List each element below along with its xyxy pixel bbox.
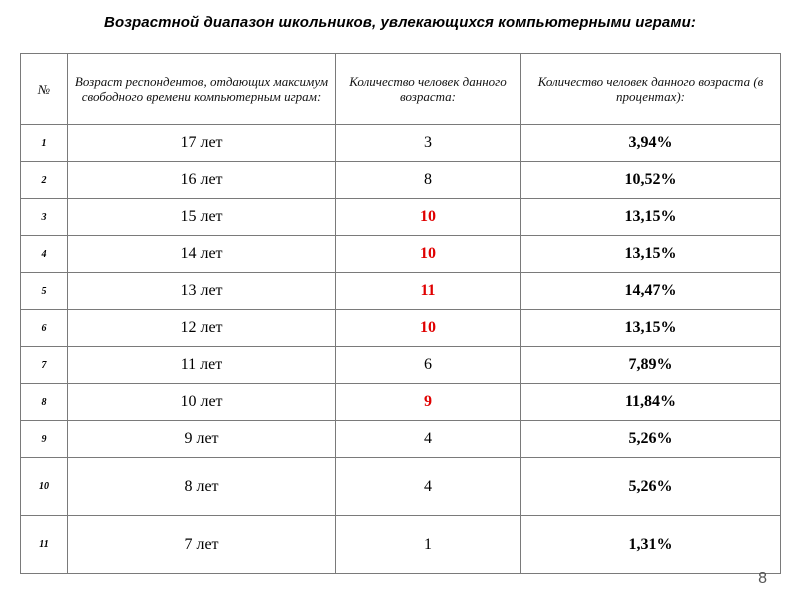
- row-number: 5: [21, 273, 68, 310]
- row-percent: 13,15%: [521, 310, 781, 347]
- row-count: 10: [336, 310, 521, 347]
- row-count: 8: [336, 162, 521, 199]
- row-age: 11 лет: [68, 347, 336, 384]
- row-percent: 10,52%: [521, 162, 781, 199]
- page-title: Возрастной диапазон школьников, увлекающихся компьютерными играми:: [104, 14, 696, 31]
- table-row: [21, 199, 781, 236]
- row-age: 12 лет: [68, 310, 336, 347]
- row-number: 6: [21, 310, 68, 347]
- table-row: [21, 458, 781, 516]
- row-percent: 13,15%: [521, 199, 781, 236]
- row-age: 14 лет: [68, 236, 336, 273]
- row-count: 6: [336, 347, 521, 384]
- header-percent: Количество человек данного возраста (в процентах):: [521, 54, 781, 125]
- row-number: 9: [21, 421, 68, 458]
- row-number: 1: [21, 125, 68, 162]
- table-row: [21, 310, 781, 347]
- table-row: [21, 384, 781, 421]
- row-age: 10 лет: [68, 384, 336, 421]
- table-row: [21, 236, 781, 273]
- row-percent: 5,26%: [521, 458, 781, 516]
- row-age: 16 лет: [68, 162, 336, 199]
- age-table: [20, 53, 781, 574]
- row-count: 10: [336, 199, 521, 236]
- row-number: 11: [21, 516, 68, 574]
- row-percent: 14,47%: [521, 273, 781, 310]
- row-age: 17 лет: [68, 125, 336, 162]
- page-number: 8: [758, 570, 767, 587]
- row-percent: 1,31%: [521, 516, 781, 574]
- row-count: 4: [336, 421, 521, 458]
- row-count: 11: [336, 273, 521, 310]
- header-age: Возраст респондентов, отдающих максимум свободного времени компьютерным играм:: [68, 54, 336, 125]
- table-row: [21, 421, 781, 458]
- header-number: №: [21, 54, 68, 125]
- row-count: 1: [336, 516, 521, 574]
- row-age: 15 лет: [68, 199, 336, 236]
- row-percent: 5,26%: [521, 421, 781, 458]
- row-age: 7 лет: [68, 516, 336, 574]
- row-count: 10: [336, 236, 521, 273]
- row-number: 7: [21, 347, 68, 384]
- row-age: 9 лет: [68, 421, 336, 458]
- row-number: 10: [21, 458, 68, 516]
- row-percent: 3,94%: [521, 125, 781, 162]
- row-number: 4: [21, 236, 68, 273]
- row-age: 13 лет: [68, 273, 336, 310]
- table-row: [21, 162, 781, 199]
- row-number: 2: [21, 162, 68, 199]
- header-count: Количество человек данного возраста:: [336, 54, 521, 125]
- row-age: 8 лет: [68, 458, 336, 516]
- row-number: 3: [21, 199, 68, 236]
- row-count: 9: [336, 384, 521, 421]
- row-count: 4: [336, 458, 521, 516]
- row-count: 3: [336, 125, 521, 162]
- table-row: [21, 125, 781, 162]
- table-row: [21, 516, 781, 574]
- row-percent: 11,84%: [521, 384, 781, 421]
- table-row: [21, 273, 781, 310]
- table-header-row: [21, 54, 781, 125]
- row-percent: 13,15%: [521, 236, 781, 273]
- table-row: [21, 347, 781, 384]
- row-percent: 7,89%: [521, 347, 781, 384]
- row-number: 8: [21, 384, 68, 421]
